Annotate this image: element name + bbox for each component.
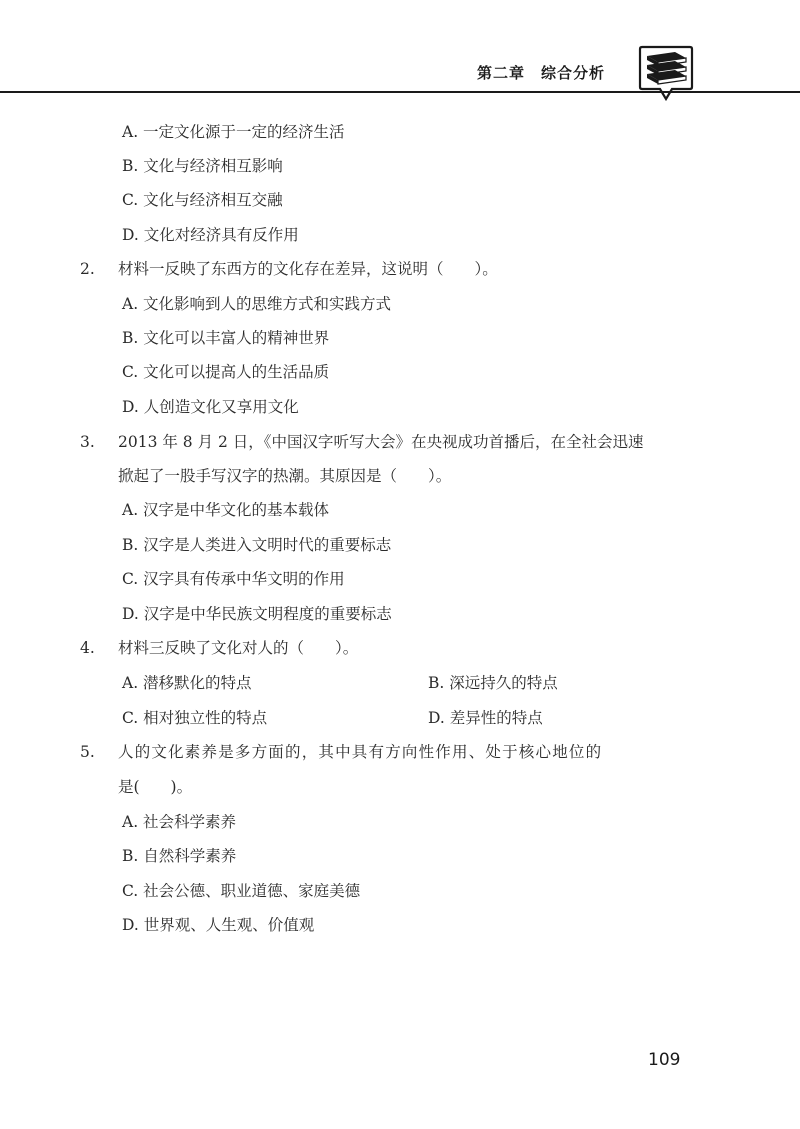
q2-option-c: C. 文化可以提高人的生活品质 [122,363,330,381]
q1-option-d: D. 文化对经济具有反作用 [122,226,299,244]
q4-option-d: D. 差异性的特点 [428,709,543,727]
q4-number: 4. [80,639,95,657]
page-number: 109 [648,1050,681,1070]
section-label: 综合分析 [540,64,605,82]
q5-option-d: D. 世界观、人生观、价值观 [122,916,315,934]
q3-stem-line-1: 2013 年 8 月 2 日，《中国汉字听写大会》在央视成功首播后，在全社会迅速 [118,433,644,451]
q5-option-c: C. 社会公德、职业道德、家庭美德 [122,882,361,900]
q5-stem-line-1: 人的文化素养是多方面的，其中具有方向性作用、处于核心地位的 [118,743,603,761]
q5-option-a: A. 社会科学素养 [122,813,237,831]
q4-option-b: B. 深远持久的特点 [428,674,558,692]
q5-option-b: B. 自然科学素养 [122,847,237,865]
q4-stem: 材料三反映了文化对人的（ ）。 [118,639,359,657]
chapter-label: 第二章 [476,64,525,82]
q3-stem-line-2: 掀起了一股手写汉字的热潮。其原因是（ ）。 [118,467,452,485]
q3-option-d: D. 汉字是中华民族文明程度的重要标志 [122,605,392,623]
q2-option-a: A. 文化影响到人的思维方式和实践方式 [122,295,392,313]
q2-stem: 材料一反映了东西方的文化存在差异，这说明（ ）。 [118,260,498,278]
q2-option-d: D. 人创造文化又享用文化 [122,398,299,416]
q2-number: 2. [80,260,95,278]
stacked-books-icon [638,44,694,104]
q5-number: 5. [80,743,95,761]
q2-option-b: B. 文化可以丰富人的精神世界 [122,329,330,347]
q4-option-a: A. 潜移默化的特点 [122,674,252,692]
chapter-header [477,62,605,83]
q3-number: 3. [80,433,95,451]
q3-option-b: B. 汉字是人类进入文明时代的重要标志 [122,536,392,554]
header-divider [0,91,800,93]
q3-option-c: C. 汉字具有传承中华文明的作用 [122,570,345,588]
q5-stem-line-2: 是( )。 [118,778,193,796]
q3-option-a: A. 汉字是中华文化的基本载体 [122,501,330,519]
q1-option-c: C. 文化与经济相互交融 [122,191,283,209]
q4-option-c: C. 相对独立性的特点 [122,709,268,727]
q1-option-a: A. 一定文化源于一定的经济生活 [122,123,345,141]
q1-option-b: B. 文化与经济相互影响 [122,157,283,175]
